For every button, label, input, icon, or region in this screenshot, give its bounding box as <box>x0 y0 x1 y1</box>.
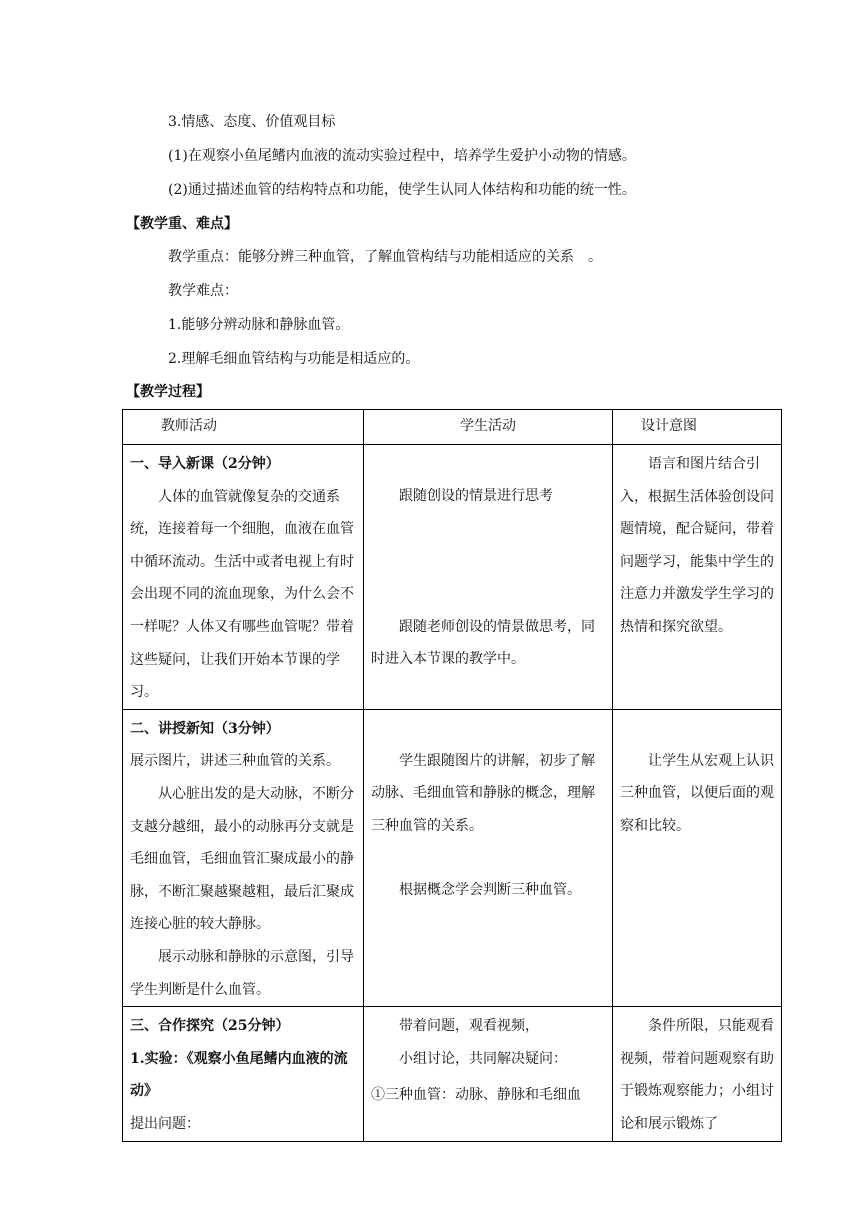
student-text: ①三种血管：动脉、静脉和毛细血 <box>371 1087 581 1104</box>
student-cell <box>364 709 613 1006</box>
difficulty-item-1: 1.能够分辨动脉和静脉血管。 <box>168 317 350 333</box>
table-row <box>123 709 782 1006</box>
intent-text: 语言和图片结合引入，根据生活体验创设问题情境，配合疑问，带着问题学习，能集中学生的注意力并激发学生学习的热情和探究欲望。 <box>620 456 774 635</box>
teaching-focus: 教学重点：能够分辨三种血管，了解血管构结与功能相适应的关系 。 <box>168 249 602 265</box>
teacher-cell <box>123 445 364 710</box>
column-header-teacher: 教师活动 <box>123 410 364 445</box>
student-text: 学生跟随图片的讲解，初步了解动脉、毛细血管和静脉的概念，理解三种血管的关系。 <box>371 752 595 834</box>
table-row <box>123 1007 782 1142</box>
teacher-text: 展示图片，讲述三种血管的关系。 <box>130 753 340 770</box>
goal-heading: 3.情感、态度、价值观目标 <box>168 114 336 130</box>
stage-title: 二、讲授新知（3分钟） <box>130 720 280 737</box>
key-points-heading: 【教学重、难点】 <box>126 216 238 232</box>
teacher-cell <box>123 709 364 1006</box>
teacher-text: 从心脏出发的是大动脉，不断分支越分越细，最小的动脉再分支就是毛细血管，毛细血管汇聚成最小的静脉，不断汇聚越聚越粗，最后汇聚成连接心脏的较大静脉。 <box>130 785 354 933</box>
intent-cell <box>613 709 782 1006</box>
student-text: 带着问题，观看视频， <box>399 1018 539 1035</box>
teaching-process-table <box>122 409 782 1142</box>
experiment-title: 1.实验：《观察小鱼尾鳍内血液的流动》 <box>130 1050 348 1100</box>
student-text: 小组讨论，共同解决疑问： <box>399 1050 567 1067</box>
teacher-text: 展示动脉和静脉的示意图，引导学生判断是什么血管。 <box>130 948 354 998</box>
process-heading: 【教学过程】 <box>126 384 210 400</box>
column-header-intent: 设计意图 <box>613 410 782 445</box>
teacher-cell <box>123 1007 364 1142</box>
stage-title: 一、导入新课（2分钟） <box>130 456 280 472</box>
difficulty-label: 教学难点： <box>168 283 238 299</box>
student-text: 根据概念学会判断三种血管。 <box>399 881 581 898</box>
student-cell <box>364 1007 613 1142</box>
student-cell <box>364 445 613 710</box>
teacher-text: 提出问题： <box>130 1115 200 1132</box>
intent-text: 条件所限，只能观看视频，带着问题观察有助于锻炼观察能力；小组讨论和展示锻炼了 <box>620 1018 774 1132</box>
intent-cell <box>613 1007 782 1142</box>
column-header-student: 学生活动 <box>364 410 613 445</box>
intent-cell <box>613 445 782 710</box>
goal-item-2: (2)通过描述血管的结构特点和功能，使学生认同人体结构和功能的统一性。 <box>168 182 636 198</box>
stage-title: 三、合作探究（25分钟） <box>130 1018 290 1035</box>
teacher-text: 人体的血管就像复杂的交通系统，连接着每一个细胞，血液在血管中循环流动。生活中或者电视上有时会出现不同的流血现象，为什么会不一样呢？人体又有哪些血管呢？带着这些疑问，让我们开始本节课的学习。 <box>130 488 354 701</box>
difficulty-item-2: 2.理解毛细血管结构与功能是相适应的。 <box>168 351 420 367</box>
table-header-row <box>123 410 782 445</box>
intent-text: 让学生从宏观上认识三种血管，以便后面的观察和比较。 <box>620 752 774 834</box>
student-text: 跟随老师创设的情景做思考，同时进入本节课的教学中。 <box>371 618 595 668</box>
student-text: 跟随创设的情景进行思考 <box>399 488 553 504</box>
goal-item-1: (1)在观察小鱼尾鳍内血液的流动实验过程中，培养学生爱护小动物的情感。 <box>168 148 636 164</box>
table-row <box>123 445 782 710</box>
